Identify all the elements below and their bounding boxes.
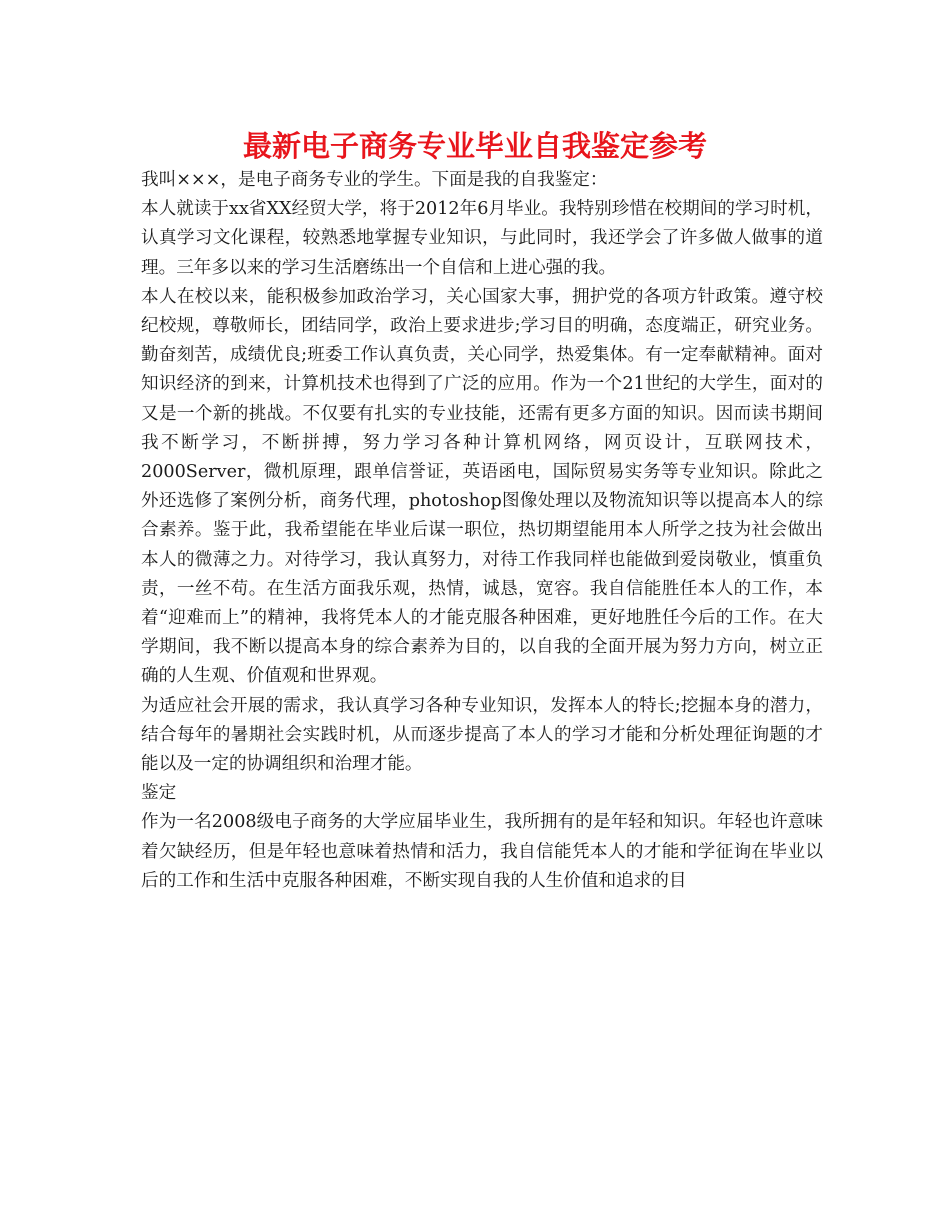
section-heading-appraisal: 鉴定 bbox=[141, 783, 177, 804]
paragraph-graduate: 作为一名2008级电子商务的大学应届毕业生，我所拥有的是年轻和知识。年轻也许意味着欠缺经历，但是年轻也意味着热情和活力，我自信能凭本人的才能和学征询在毕业以后的工作和生活中克服各种困难，不断实现自我的人生价值和追求的目 bbox=[141, 812, 823, 891]
paragraph-social-needs: 为适应社会开展的需求，我认真学习各种专业知识，发挥本人的特长;挖掘本身的潜力，结合每年的暑期社会实践时机，从而逐步提高了本人的学习才能和分析处理征询题的才能以及一定的协调组织和治理才能。 bbox=[141, 695, 823, 775]
paragraph-education: 本人就读于xx省XX经贸大学，将于2012年6月毕业。我特别珍惜在校期间的学习时机，认真学习文化课程，较熟悉地掌握专业知识，与此同时，我还学会了许多做人做事的道理。三年多以来的学习生活磨练出一个自信和上进心强的我。 bbox=[141, 199, 823, 278]
paragraph-intro: 我叫×××，是电子商务专业的学生。下面是我的自我鉴定： bbox=[141, 170, 608, 190]
page-title: 最新电子商务专业毕业自我鉴定参考 bbox=[242, 129, 707, 163]
document-body bbox=[141, 166, 823, 896]
paragraph-school-performance: 本人在校以来，能积极参加政治学习，关心国家大事，拥护党的各项方针政策。遵守校纪校规，尊敬师长，团结同学，政治上要求进步;学习目的明确，态度端正，研究业务。勤奋刻苦，成绩优良;班委工作认真负责，关心同学，热爱集体。有一定奉献精神。面对知识经济的到来，计算机技术也得到了广泛的应用。作为一个21世纪的大学生，面对的又是一个新的挑战。不仅要有扎实的专业技能，还需有更多方面的知识。因而读书期间我不断学习，不断拼搏，努力学习各种计算机网络，网页设计，互联网技术，2000Server，微机原理，跟单信誉证，英语函电，国际贸易实务等专业知识。除此之外还选修了案例分析，商务代理，photoshop图像处理以及物流知识等以提高本人的综合素养。鉴于此，我希望能在毕业后谋一职位，热切期望能用本人所学之技为社会做出本人的微薄之力。对待学习，我认真努力，对待工作我同样也能做到爱岗敬业，慎重负责，一丝不苟。在生活方面我乐观，热情，诚恳，宽容。我自信能胜任本人的工作，本着“迎难而上”的精神，我将凭本人的才能克服各种困难，更好地胜任今后的工作。在大学期间，我不断以提高本身的综合素养为目的，以自我的全面开展为努力方向，树立正确的人生观、价值观和世界观。 bbox=[141, 286, 823, 687]
